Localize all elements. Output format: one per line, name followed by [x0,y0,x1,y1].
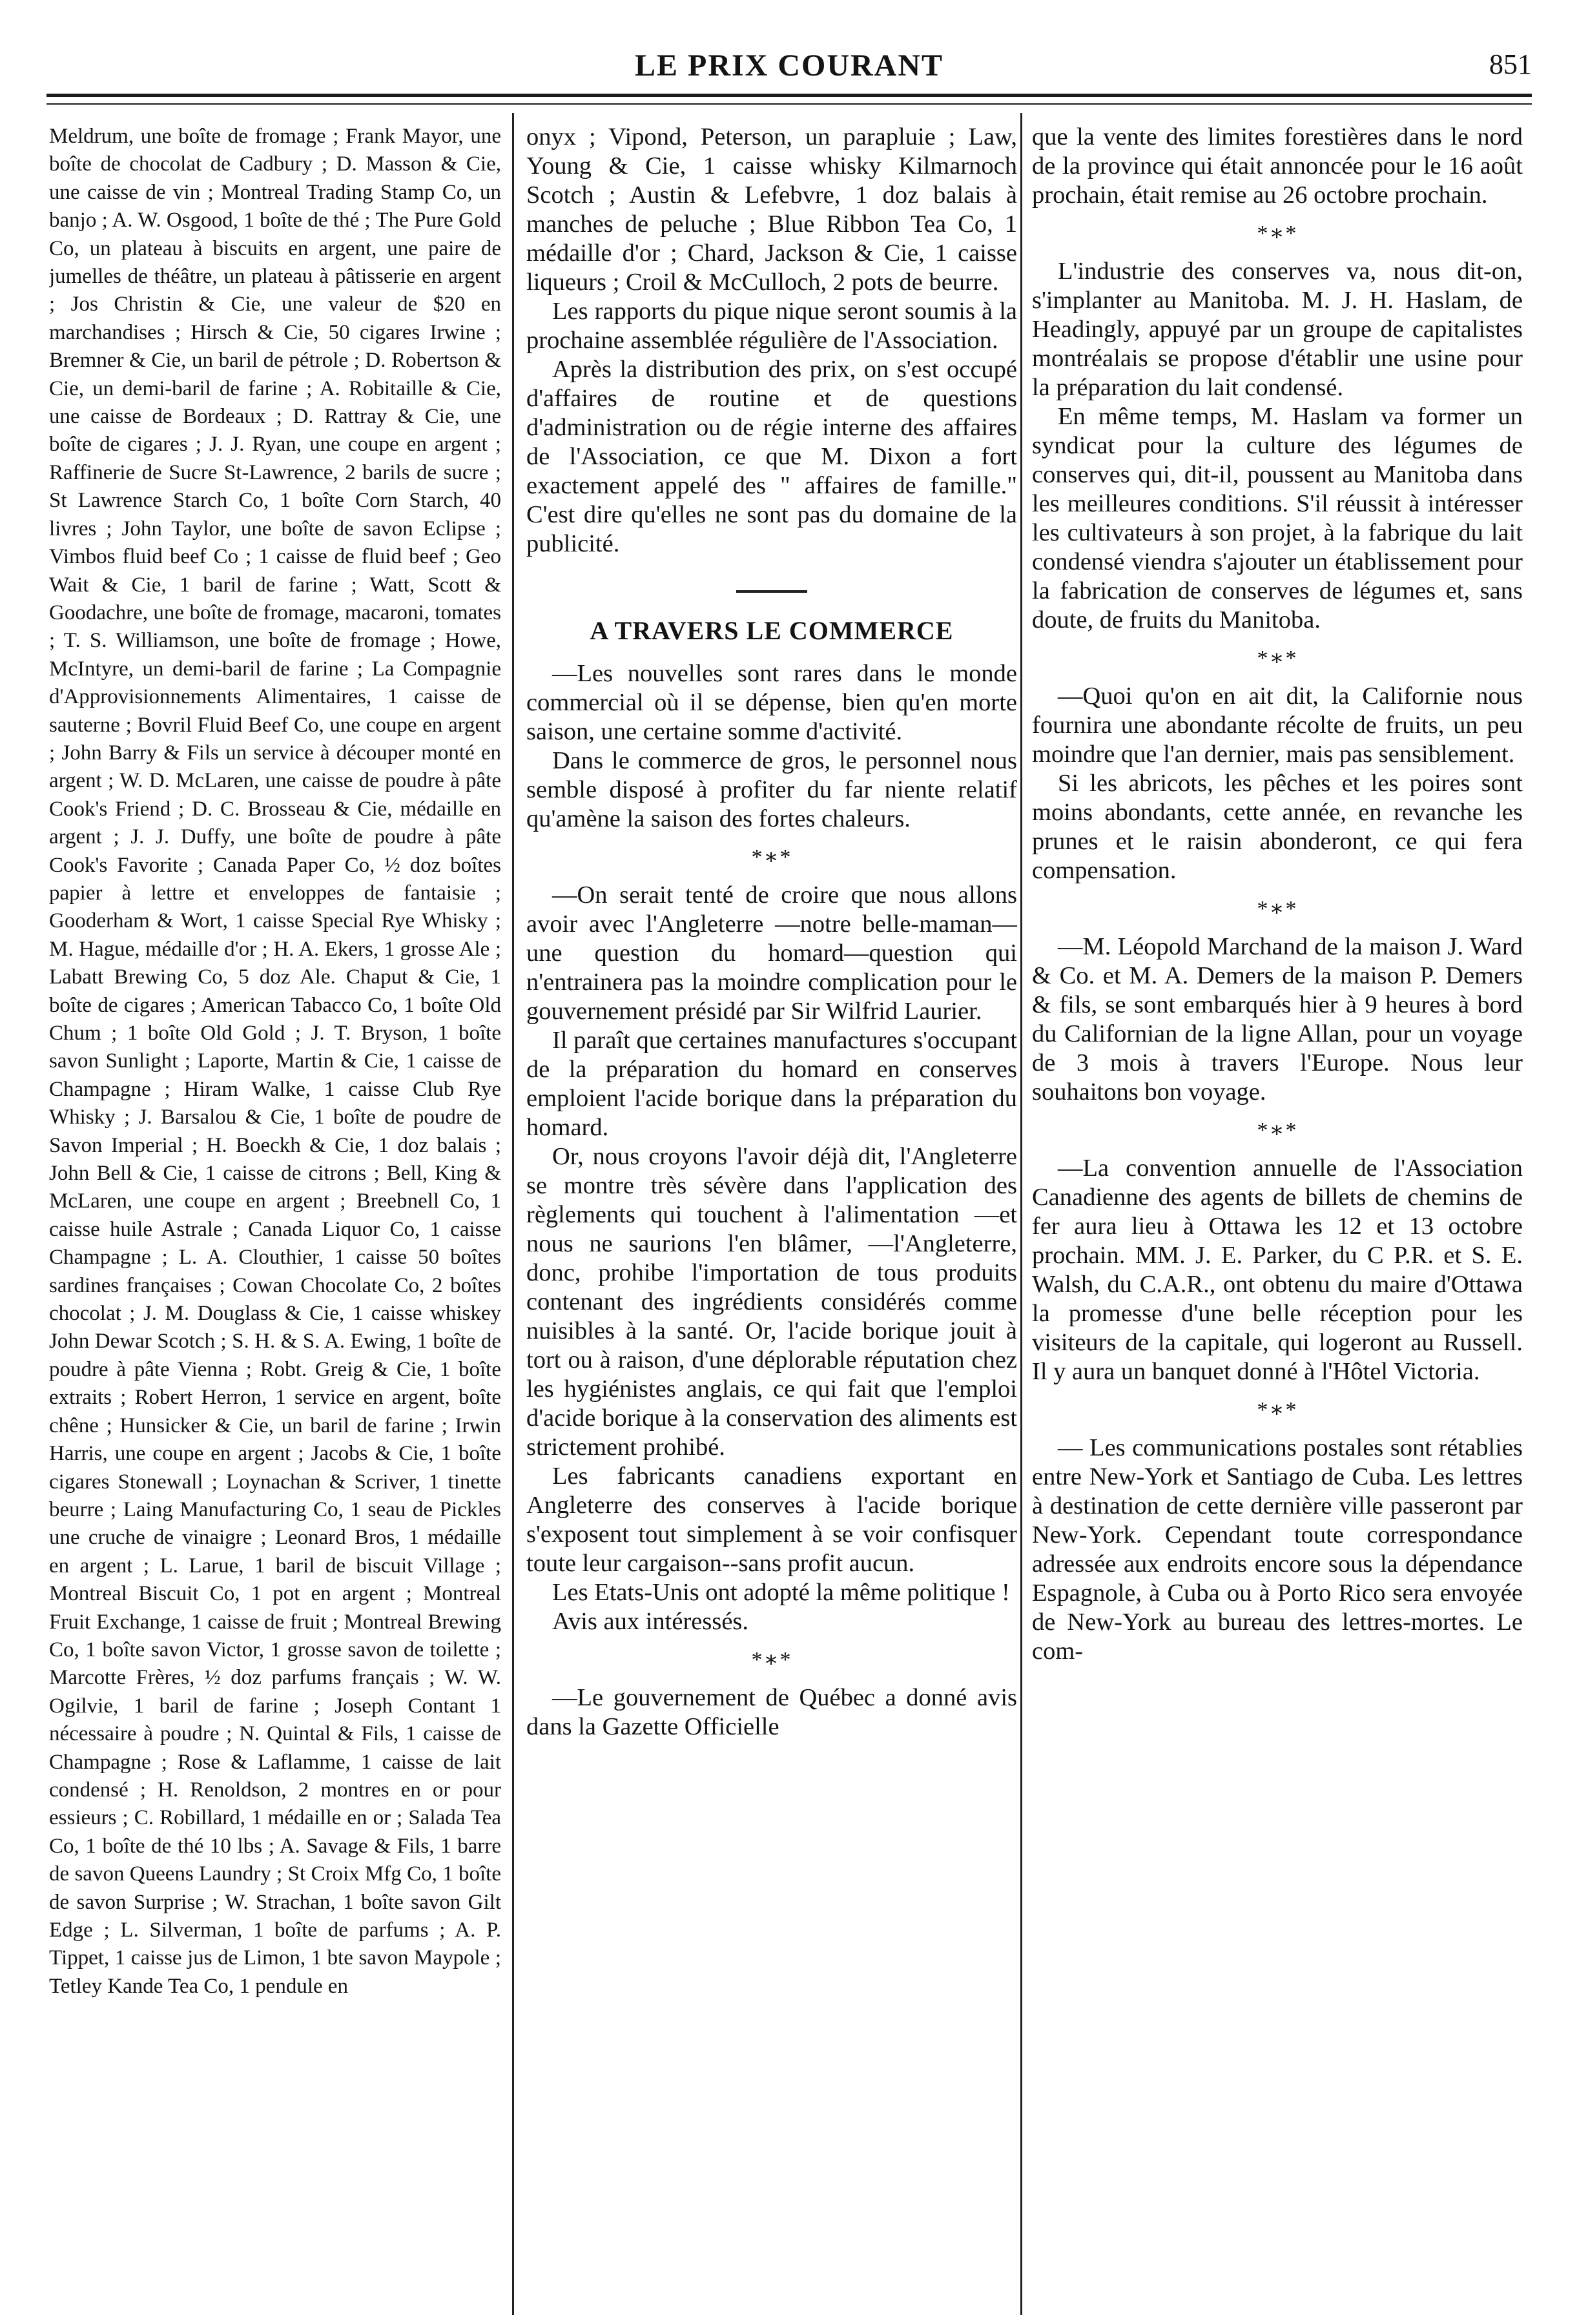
asterism: *∗* [1257,221,1298,245]
asterism: *∗* [1257,646,1298,670]
paragraph: Après la distribution des prix, on s'est occupé d'affaires de routine et de questions d'administration ou de régie interne des affaires de l'Association, ce que M. Dixon a fort exactement appelé des " affaires de famille." C'est dire qu'elles ne sont pas du domaine de la publicité. [526,356,1017,557]
paragraph: —M. Léopold Marchand de la maison J. Ward & Co. et M. A. Demers de la maison P. Demers & fils, se sont embarqués hier à 9 heures à bord du Californian de la ligne Allan, pour un voyage de 3 mois à travers l'Europe. Nous leur souhaitons bon voyage. [1032,933,1523,1105]
paragraph: —Quoi qu'on en ait dit, la Californie nous fournira une abondante récolte de fruits, un peu moindre que l'an dernier, mais pas sensiblement. [1032,683,1523,768]
column-divider-1 [512,113,514,2315]
paragraph: onyx ; Vipond, Peterson, un parapluie ; Law, Young & Cie, 1 caisse whisky Kilmarnoch Scotch ; Austin & Lefebvre, 1 doz balais à manches de peluche ; Blue Ribbon Tea Co, 1 médaille d'or ; Chard, Jackson & Cie, 1 caisse liqueurs ; Croil & McCulloch, 2 pots de beurre. [526,123,1017,296]
paragraph: — Les communications postales sont rétablies entre New-York et Santiago de Cuba. Les lettres à destination de cette dernière ville passeront par New-York. Cependant toute correspondance adressée aux endroits encore sous la dépendance Espagnole, à Cuba ou à Porto Rico sera envoyée de New-York au bureau des lettres-mortes. Le com- [1032,1434,1523,1665]
section-ornament [526,575,1017,604]
section-heading: A TRAVERS LE COMMERCE [590,616,954,645]
paragraph: Avis aux intéressés. [552,1608,749,1635]
asterism: *∗* [751,1648,792,1672]
paragraph: Les rapports du pique nique seront soumis à la prochaine assemblée régulière de l'Association. [526,298,1017,354]
paragraph: Il paraît que certaines manufactures s'occupant de la préparation du homard en conserves emploient l'acide borique dans la préparation du homard. [526,1027,1017,1141]
paragraph: En même temps, M. Haslam va former un syndicat pour la culture des légumes de conserves qui, dit-il, poussent au Manitoba dans les meilleures conditions. S'il réussit à intéresser les cultivateurs à son projet, à la fabrique du lait condensé viendra s'ajouter un établissement pour la fabrication de conserves de légumes et, sans doute, de fruits du Manitoba. [1032,403,1523,633]
header-rule-thin [46,103,1532,105]
paragraph: que la vente des limites forestières dans le nord de la province qui était annoncée pour le 16 août prochain, était remise au 26 octobre prochain. [1032,123,1523,209]
paragraph: —Les nouvelles sont rares dans le monde commercial où il se dépense, bien qu'en morte saison, une certaine somme d'activité. [526,660,1017,745]
asterism: *∗* [751,845,792,869]
column-1 [49,123,501,2318]
paragraph: Si les abricots, les pêches et les poires sont moins abondants, cette année, en revanche les prunes et le raisin abonderont, ce qui fera compensation. [1032,770,1523,884]
prize-list-text: Meldrum, une boîte de fromage ; Frank Mayor, une boîte de chocolat de Cadbury ; D. Masson & Cie, une caisse de vin ; Montreal Trading Stamp Co, un banjo ; A. W. Osgood, 1 boîte de thé ; The Pure Gold Co, un plateau à biscuits en argent, une paire de jumelles de théâtre, un plateau à pâtisserie en argent ; Jos Christin & Cie, une valeur de $20 en marchandises ; Hirsch & Cie, 50 cigares Irwine ; Bremner & Cie, un baril de pétrole ; D. Robertson & Cie, un demi-baril de farine ; A. Robitaille & Cie, une caisse de Bordeaux ; D. Rattray & Cie, une boîte de cigares ; J. J. Ryan, une coupe en argent ; Raffinerie de Sucre St-Lawrence, 2 barils de sucre ; St Lawrence Starch Co, 1 boîte Corn Starch, 40 livres ; John Taylor, une boîte de savon Eclipse ; Vimbos fluid beef Co ; 1 caisse de fluid beef ; Geo Wait & Cie, 1 baril de farine ; Watt, Scott & Goodachre, une boîte de fromage, macaroni, tomates ; T. S. Williamson, une boîte de fromage ; Howe, McIntyre, un demi-baril de farine ; La Compagnie d'Approvisionnements Alimentaires, 1 caisse de sauterne ; Bovril Fluid Beef Co, une coupe en argent ; John Barry & Fils un service à découper monté en argent ; W. D. McLaren, une caisse de poudre à pâte Cook's Friend ; D. C. Brosseau & Cie, médaille en argent ; J. J. Duffy, une boîte de poudre à pâte Cook's Favorite ; Canada Paper Co, ½ doz boîtes papier à lettre et enveloppes de fantaisie ; Gooderham & Wort, 1 caisse Special Rye Whisky ; M. Hague, médaille d'or ; H. A. Ekers, 1 grosse Ale ; Labatt Brewing Co, 5 doz Ale. Chaput & Cie, 1 boîte de cigares ; American Tabacco Co, 1 boîte Old Chum ; 1 boîte Old Gold ; J. T. Bryson, 1 boîte savon Sunlight ; Laporte, Martin & Cie, 1 caisse de Champagne ; Hiram Walke, 1 caisse Club Rye Whisky ; J. Barsalou & Cie, 1 boîte de poudre de Savon Imperial ; H. Boeckh & Cie, 1 doz balais ; John Bell & Cie, 1 caisse de citrons ; Bell, King & McLaren, une coupe en argent ; Breebnell Co, 1 caisse huile Astrale ; Canada Liquor Co, 1 caisse Champagne ; L. A. Clouthier, 1 caisse 50 boîtes sardines françaises ; Cowan Chocolate Co, 2 boîtes chocolat ; J. M. Douglass & Cie, 1 caisse whiskey John Dewar Scotch ; S. H. & S. A. Ewing, 1 boîte de poudre à pâte Vienna ; Robt. Greig & Cie, 1 boîte extraits ; Robert Herron, 1 service en argent, boîte chêne ; Hunsicker & Cie, un baril de farine ; Irwin Harris, une coupe en argent ; Jacobs & Cie, 1 boîte cigares Stonewall ; Loynachan & Scriver, 1 tinette beurre ; Laing Manufacturing Co, 1 seau de Pickles une cruche de vinaigre ; Leonard Bros, 1 médaille en argent ; L. Larue, 1 baril de biscuit Village ; Montreal Biscuit Co, 1 pot en argent ; Montreal Fruit Exchange, 1 caisse de fruit ; Montreal Brewing Co, 1 boîte savon Victor, 1 grosse savon de toilette ; Marcotte Frères, ½ doz parfums français ; W. W. Ogilvie, 1 baril de farine ; Joseph Contant 1 nécessaire à poudre ; N. Quintal & Fils, 1 caisse de Champagne ; Rose & Laflamme, 1 caisse de lait condensé ; H. Renoldson, 2 montres en or pour essieurs ; C. Robillard, 1 médaille en or ; Salada Tea Co, 1 boîte de thé 10 lbs ; A. Savage & Fils, 1 barre de savon Queens Laundry ; St Croix Mfg Co, 1 boîte de savon Surprise ; W. Strachan, 1 boîte savon Gilt Edge ; L. Silverman, 1 boîte de parfums ; A. P. Tippet, 1 caisse jus de Limon, 1 bte savon Maypole ; Tetley Kande Tea Co, 1 pendule en [49,125,501,1998]
column-divider-2 [1020,113,1022,2315]
paragraph: L'industrie des conserves va, nous dit-on, s'implanter au Manitoba. M. J. H. Haslam, de Headingly, appuyé par un groupe de capitalistes montréalais se propose d'établir une usine pour la préparation du lait condensé. [1032,258,1523,401]
asterism: *∗* [1257,1118,1298,1142]
header-rule [46,94,1532,97]
paragraph: Dans le commerce de gros, le personnel nous semble disposé à profiter du far niente relatif qu'amène la saison des fortes chaleurs. [526,747,1017,832]
paragraph: Les fabricants canadiens exportant en Angleterre des conserves à l'acide borique s'exposent tout simplement à se voir confisquer toute leur cargaison--sans profit aucun. [526,1463,1017,1577]
paragraph: —La convention annuelle de l'Association Canadienne des agents de billets de chemins de fer aura lieu à Ottawa les 12 et 13 octobre prochain. MM. J. E. Parker, du C P.R. et S. E. Walsh, du C.A.R., ont obtenu du maire d'Ottawa la promesse d'une belle réception pour les visiteurs de la capitale, qui logeront au Russell. Il y aura un banquet donné à l'Hôtel Victoria. [1032,1155,1523,1385]
column-3 [1032,123,1523,2318]
column-2 [526,123,1017,2318]
journal-title: LE PRIX COURANT [634,48,944,83]
paragraph: Les Etats-Unis ont adopté la même politique ! [552,1579,1010,1606]
asterism: *∗* [1257,897,1298,921]
paragraph: —Le gouvernement de Québec a donné avis dans la Gazette Officielle [526,1684,1017,1740]
paragraph: Or, nous croyons l'avoir déjà dit, l'Angleterre se montre très sévère dans l'application des règlements qui touchent à l'alimentation —et nous ne saurions l'en blâmer, —l'Angleterre, donc, prohibe l'importation de tous produits contenant des ingrédients considérés comme nuisibles à la santé. Or, l'acide borique jouit à tort ou à raison, d'une déplorable réputation chez les hygiénistes anglais, ce qui fait que l'emploi d'acide borique à la conservation des aliments est strictement prohibé. [526,1143,1017,1461]
paragraph: —On serait tenté de croire que nous allons avoir avec l'Angleterre —notre belle-maman—une question du homard—question qui n'entrainera pas la moindre complication pour le gouvernement présidé par Sir Wilfrid Laurier. [526,881,1017,1025]
asterism: *∗* [1257,1398,1298,1422]
page-header [46,45,1532,84]
page-number: 851 [1489,48,1532,80]
